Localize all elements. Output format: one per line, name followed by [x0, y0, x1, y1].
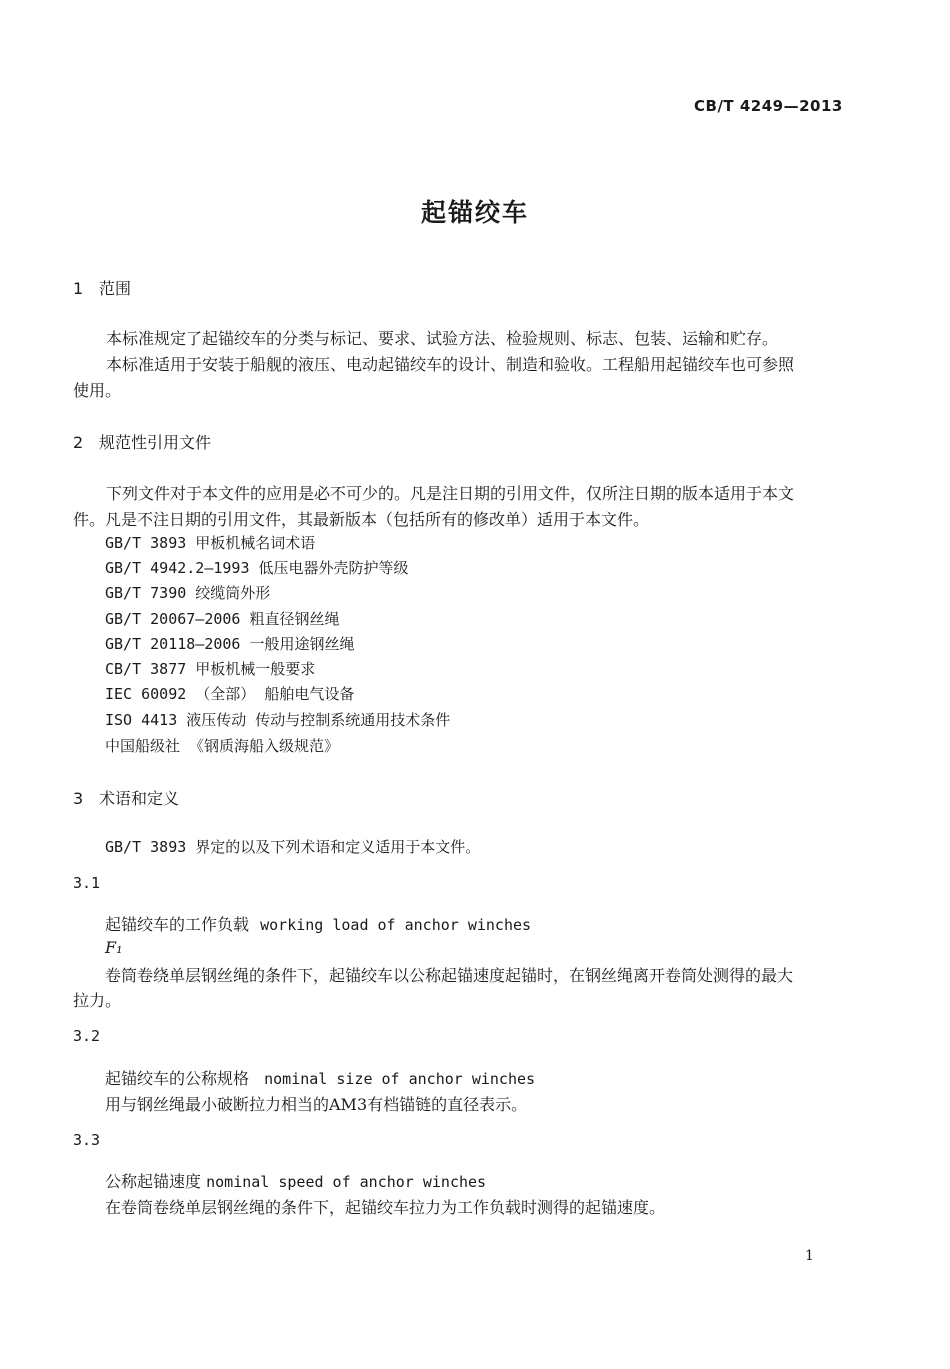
section-number: 1 — [73, 279, 84, 298]
paragraph: 本标准适用于安装于船舰的液压、电动起锚绞车的设计、制造和验收。工程船用起锚绞车也可参照 — [106, 355, 795, 374]
page-number: 1 — [805, 1248, 814, 1264]
term-number: 3.3 — [73, 1131, 101, 1149]
term-definition: 在卷筒卷绕单层钢丝绳的条件下，起锚绞车拉力为工作负载时测得的起锚速度。 — [105, 1198, 666, 1217]
reference-item: CB/T 3877 甲板机械一般要求 — [105, 660, 316, 678]
term-definition: 卷筒卷绕单层钢丝绳的条件下，起锚绞车以公称起锚速度起锚时，在钢丝绳离开卷筒处测得的最大 — [105, 966, 794, 985]
term-name-en: nominal size of anchor winches — [264, 1070, 536, 1088]
paragraph: 本标准规定了起锚绞车的分类与标记、要求、试验方法、检验规则、标志、包装、运输和贮存。 — [106, 329, 779, 348]
section-title: 术语和定义 — [99, 789, 180, 808]
term-name-cn: 公称起锚速度 — [105, 1172, 202, 1191]
paragraph: 下列文件对于本文件的应用是必不可少的。凡是注日期的引用文件，仅所注日期的版本适用于本文 — [106, 484, 795, 503]
standard-code: CB/T 4249—2013 — [694, 97, 843, 115]
section-title: 范围 — [99, 279, 132, 298]
section-number: 3 — [73, 789, 84, 808]
term-number: 3.1 — [73, 874, 101, 892]
section-title: 规范性引用文件 — [99, 433, 212, 452]
reference-item: ISO 4413 液压传动 传动与控制系统通用技术条件 — [105, 711, 451, 729]
section-number: 2 — [73, 433, 84, 452]
reference-item: GB/T 20067—2006 粗直径钢丝绳 — [105, 610, 340, 628]
section-2-heading — [73, 430, 211, 453]
reference-item: GB/T 3893 甲板机械名词术语 — [105, 534, 316, 552]
reference-item: GB/T 7390 绞缆筒外形 — [105, 584, 271, 602]
term-name-cn: 起锚绞车的公称规格 — [105, 1069, 250, 1088]
term-heading — [105, 1066, 535, 1089]
section-1-heading — [73, 276, 131, 299]
paragraph-continuation: 使用。 — [73, 381, 122, 400]
term-number: 3.2 — [73, 1027, 101, 1045]
reference-item: GB/T 4942.2—1993 低压电器外壳防护等级 — [105, 559, 409, 577]
term-heading — [105, 1169, 486, 1192]
term-heading — [105, 912, 531, 935]
reference-item: 中国船级社 《钢质海船入级规范》 — [105, 737, 340, 755]
term-symbol: F₁ — [105, 938, 123, 957]
paragraph: GB/T 3893 界定的以及下列术语和定义适用于本文件。 — [105, 838, 481, 856]
term-name-en: working load of anchor winches — [260, 916, 532, 934]
page-title: 起锚绞车 — [420, 198, 529, 227]
reference-item: GB/T 20118—2006 一般用途钢丝绳 — [105, 635, 355, 653]
term-definition-continuation: 拉力。 — [73, 991, 122, 1010]
term-name-en: nominal speed of anchor winches — [206, 1173, 487, 1191]
section-3-heading — [73, 786, 179, 809]
term-definition: 用与钢丝绳最小破断拉力相当的AM3有档锚链的直径表示。 — [105, 1095, 528, 1114]
reference-item: IEC 60092 （全部） 船舶电气设备 — [105, 685, 355, 703]
term-name-cn: 起锚绞车的工作负载 — [105, 915, 250, 934]
paragraph-continuation: 件。凡是不注日期的引用文件，其最新版本（包括所有的修改单）适用于本文件。 — [73, 510, 650, 529]
